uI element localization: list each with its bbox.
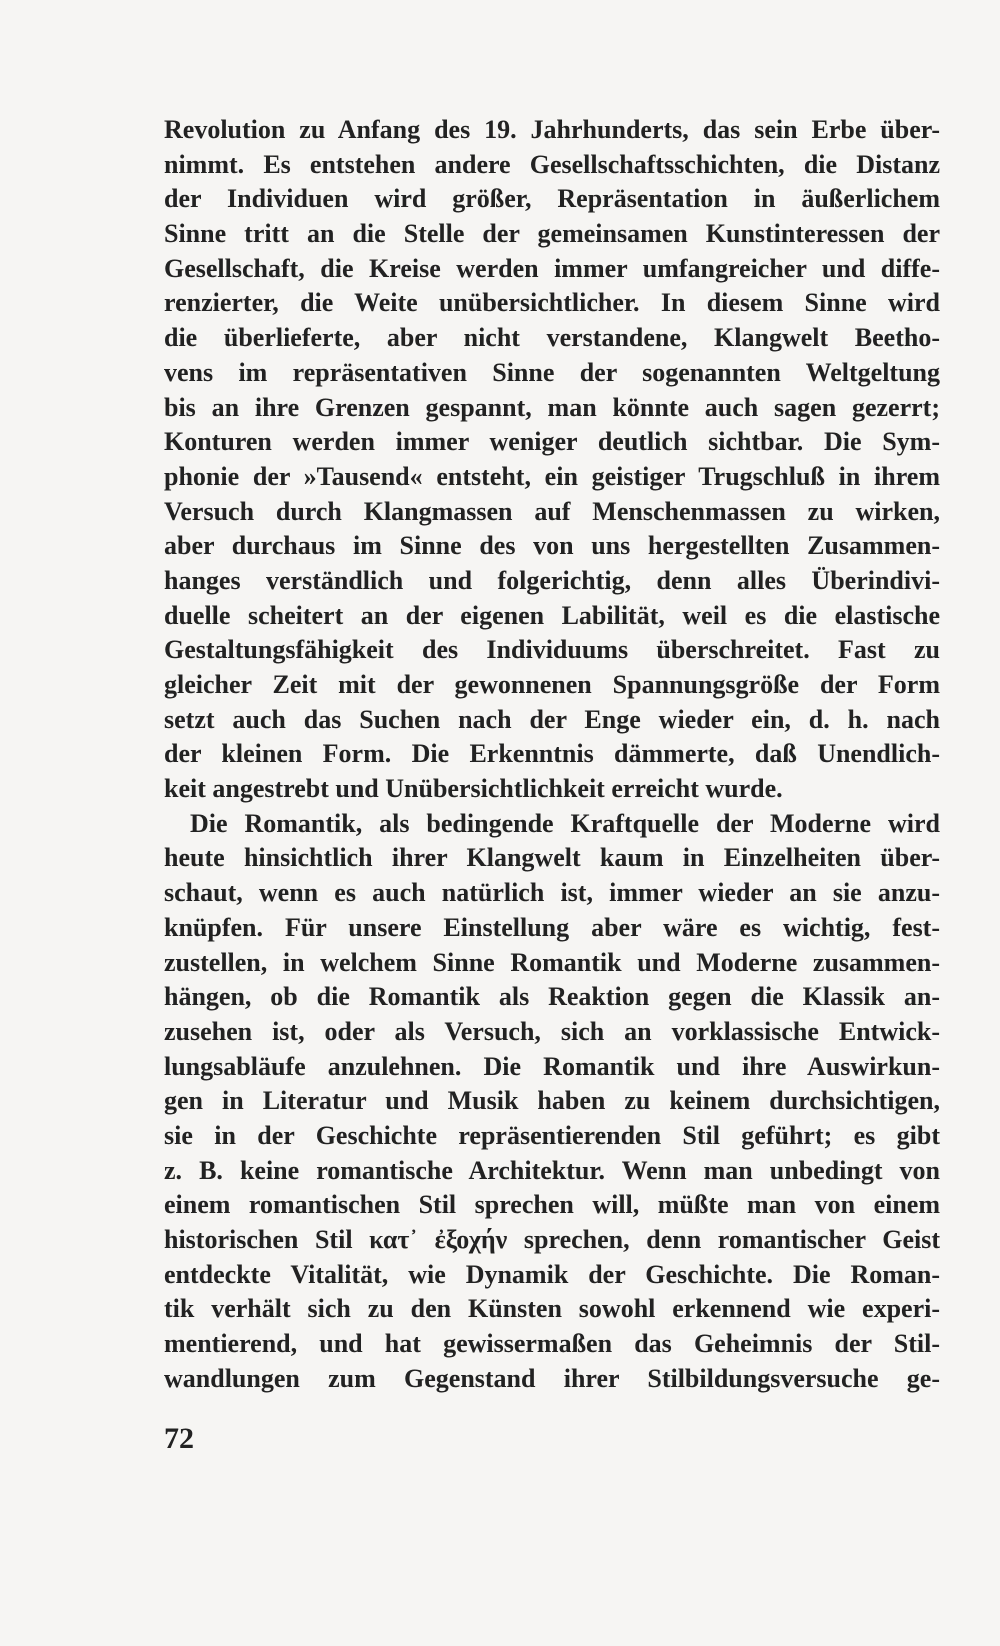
- text-line-25: zustellen, in welchem Sinne Romantik und Moderne zusammen-: [164, 947, 940, 977]
- text-line-32: einem romantischen Stil sprechen will, müßte man von einem: [164, 1190, 940, 1220]
- text-line-29: gen in Literatur und Musik haben zu keinem durchsichtigen,: [164, 1086, 940, 1116]
- body-text: [164, 113, 940, 1396]
- text-line-14: hanges verständlich und folgerichtig, denn alles Überindivi-: [164, 565, 940, 595]
- text-line-18: setzt auch das Suchen nach der Enge wieder ein, d. h. nach: [164, 704, 940, 734]
- text-line-30: sie in der Geschichte repräsentierenden Stil geführt; es gibt: [164, 1120, 940, 1150]
- text-line-10: Konturen werden immer weniger deutlich sichtbar. Die Sym-: [164, 427, 940, 457]
- text-line-3: der Individuen wird größer, Repräsentation in äußerlichem: [164, 184, 940, 214]
- text-line-13: aber durchaus im Sinne des von uns hergestellten Zusammen-: [164, 531, 940, 561]
- text-line-4: Sinne tritt an die Stelle der gemeinsamen Kunstinteressen der: [164, 219, 940, 249]
- text-line-19: der kleinen Form. Die Erkenntnis dämmerte, daß Unendlich-: [164, 739, 940, 769]
- text-line-15: duelle scheitert an der eigenen Labilität, weil es die elastische: [164, 600, 940, 630]
- text-line-26: hängen, ob die Romantik als Reaktion gegen die Klassik an-: [164, 982, 940, 1012]
- text-line-35: tik verhält sich zu den Künsten sowohl erkennend wie experi-: [164, 1294, 940, 1324]
- text-line-20: keit angestrebt und Unübersichtlichkeit erreicht wurde.: [164, 774, 783, 804]
- text-line-22: heute hinsichtlich ihrer Klangwelt kaum in Einzelheiten über-: [164, 843, 940, 873]
- text-line-23: schaut, wenn es auch natürlich ist, immer wieder an sie anzu-: [164, 878, 940, 908]
- page-number: 72: [164, 1422, 194, 1455]
- text-line-37: wandlungen zum Gegenstand ihrer Stilbildungsversuche ge-: [164, 1363, 940, 1393]
- text-line-31: z. B. keine romantische Architektur. Wenn man unbedingt von: [164, 1155, 940, 1185]
- text-line-17: gleicher Zeit mit der gewonnenen Spannungsgröße der Form: [164, 670, 940, 699]
- text-line-2: nimmt. Es entstehen andere Gesellschaftsschichten, die Distanz: [164, 149, 940, 179]
- text-line-21: Die Romantik, als bedingende Kraftquelle der Moderne wird: [190, 808, 940, 838]
- text-line-5: Gesellschaft, die Kreise werden immer umfangreicher und diffe-: [164, 253, 940, 283]
- text-line-11: phonie der »Tausend« entsteht, ein geistiger Trugschluß in ihrem: [164, 461, 940, 491]
- text-line-33: historischen Stil κατ᾽ ἐξοχήν sprechen, denn romantischer Geist: [164, 1225, 940, 1254]
- text-line-36: mentierend, und hat gewissermaßen das Geheimnis der Stil-: [164, 1329, 940, 1359]
- text-line-9: bis an ihre Grenzen gespannt, man könnte auch sagen gezerrt;: [164, 392, 940, 422]
- text-line-1: Revolution zu Anfang des 19. Jahrhunderts, das sein Erbe über-: [164, 115, 940, 144]
- text-line-8: vens im repräsentativen Sinne der sogenannten Weltgeltung: [164, 357, 940, 387]
- text-line-7: die überlieferte, aber nicht verstandene, Klangwelt Beetho-: [164, 323, 940, 353]
- text-line-28: lungsabläufe anzulehnen. Die Romantik und ihre Auswirkun-: [164, 1051, 940, 1081]
- text-line-12: Versuch durch Klangmassen auf Menschenmassen zu wirken,: [164, 496, 940, 526]
- text-line-16: Gestaltungsfähigkeit des Individuums überschreitet. Fast zu: [164, 635, 940, 665]
- text-line-27: zusehen ist, oder als Versuch, sich an vorklassische Entwick-: [164, 1016, 940, 1046]
- text-line-24: knüpfen. Für unsere Einstellung aber wäre es wichtig, fest-: [164, 912, 940, 942]
- text-line-6: renzierter, die Weite unübersichtlicher. In diesem Sinne wird: [164, 288, 940, 318]
- text-line-34: entdeckte Vitalität, wie Dynamik der Geschichte. Die Roman-: [164, 1259, 940, 1289]
